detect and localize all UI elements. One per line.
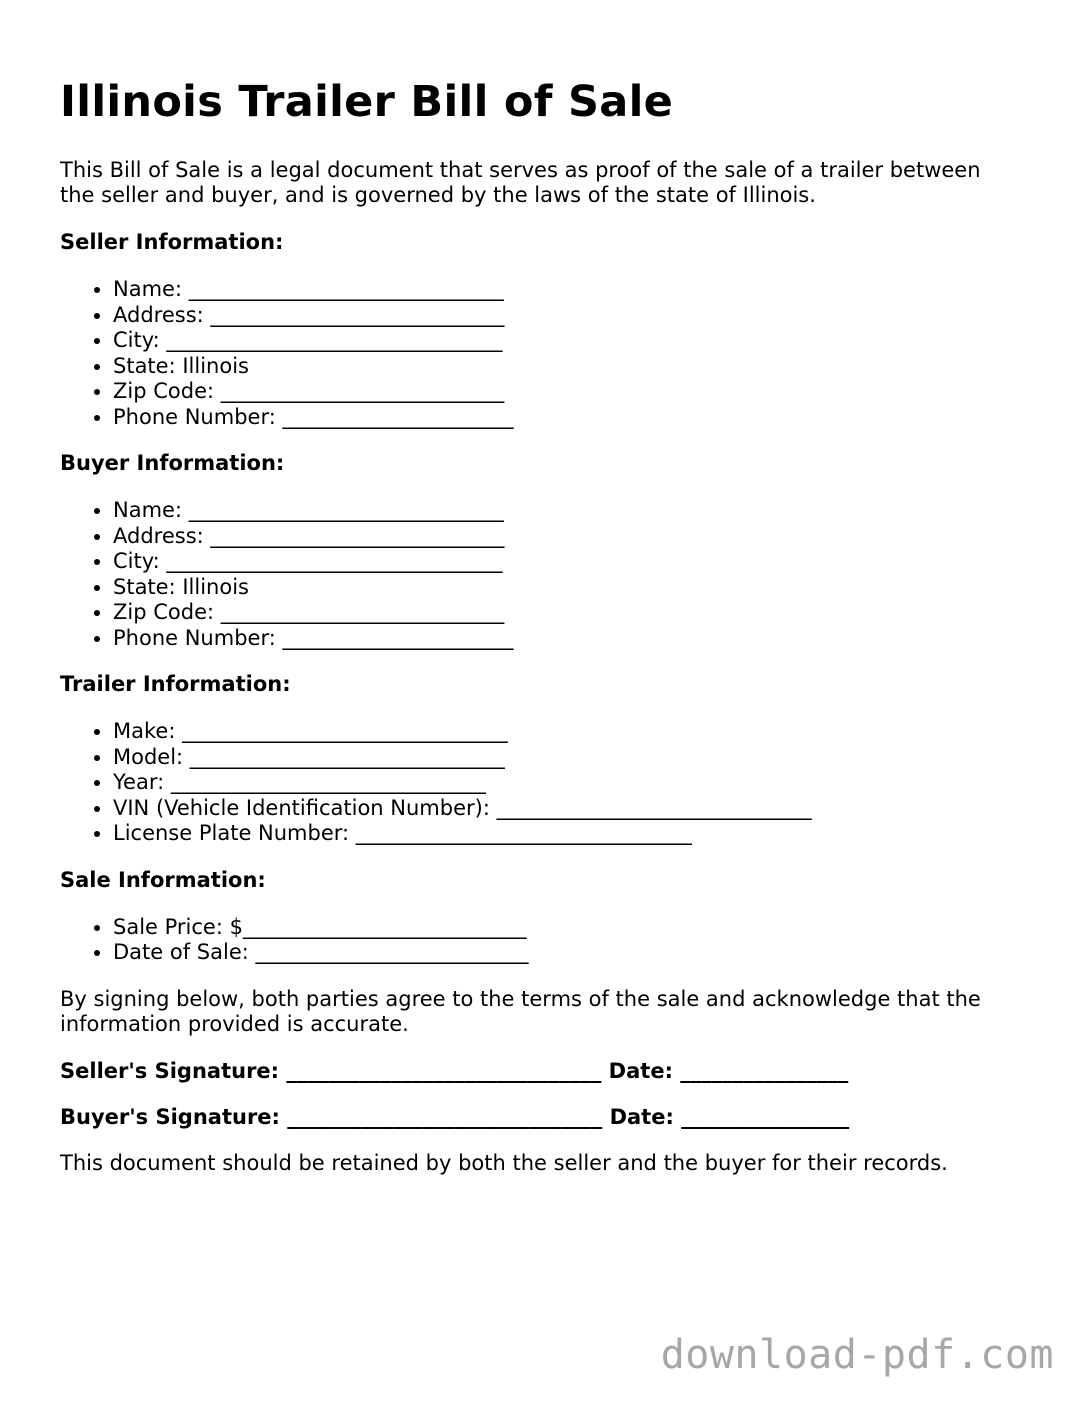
sale-date-field: • Date of Sale: __________________________ bbox=[113, 940, 1020, 966]
trailer-make-field: • Make: _______________________________ bbox=[113, 719, 1020, 745]
seller-phone-field: • Phone Number: ______________________ bbox=[113, 405, 1020, 431]
document-page bbox=[60, 76, 1020, 1176]
sale-price-field: • Sale Price: $___________________________ bbox=[113, 915, 1020, 941]
trailer-license-plate-field: • License Plate Number: ________________________________ bbox=[113, 821, 1020, 847]
seller-city-field: • City: ________________________________ bbox=[113, 328, 1020, 354]
seller-address-field: • Address: ____________________________ bbox=[113, 303, 1020, 329]
seller-zip-field: • Zip Code: ___________________________ bbox=[113, 379, 1020, 405]
buyer-name-field: • Name: ______________________________ bbox=[113, 498, 1020, 524]
trailer-vin-field: • VIN (Vehicle Identification Number): ______________________________ bbox=[113, 796, 1020, 822]
trailer-section-heading: Trailer Information: bbox=[60, 672, 291, 696]
trailer-year-field: • Year: ______________________________ bbox=[113, 770, 1020, 796]
closing-paragraph: This document should be retained by both the seller and the buyer for their records. bbox=[60, 1150, 948, 1175]
buyer-signature-line: Buyer's Signature: ______________________________ Date: ________________ bbox=[60, 1104, 850, 1129]
trailer-model-field: • Model: ______________________________ bbox=[113, 745, 1020, 771]
intro-paragraph: This Bill of Sale is a legal document that serves as proof of the sale of a trailer between the seller and buyer, and is governed by the laws of the state of Illinois. bbox=[60, 158, 981, 207]
buyer-city-field: • City: ________________________________ bbox=[113, 549, 1020, 575]
sale-section-heading: Sale Information: bbox=[60, 867, 266, 892]
seller-info-list bbox=[60, 277, 1020, 430]
buyer-phone-field: • Phone Number: ______________________ bbox=[113, 626, 1020, 652]
watermark: download-pdf.com bbox=[660, 1332, 1054, 1378]
document-title: Illinois Trailer Bill of Sale bbox=[60, 77, 674, 127]
buyer-section-heading: Buyer Information: bbox=[60, 451, 285, 475]
buyer-state-field: • State: Illinois bbox=[113, 575, 1020, 601]
agreement-paragraph: By signing below, both parties agree to the terms of the sale and acknowledge that the information provided is accurate. bbox=[60, 986, 981, 1036]
buyer-address-field: • Address: ____________________________ bbox=[113, 524, 1020, 550]
seller-section-heading: Seller Information: bbox=[60, 230, 284, 254]
buyer-zip-field: • Zip Code: ___________________________ bbox=[113, 600, 1020, 626]
seller-signature-line: Seller's Signature: ______________________________ Date: ________________ bbox=[60, 1058, 849, 1083]
trailer-info-list bbox=[60, 719, 1020, 847]
buyer-info-list bbox=[60, 498, 1020, 651]
seller-name-field: • Name: ______________________________ bbox=[113, 277, 1020, 303]
seller-state-field: • State: Illinois bbox=[113, 354, 1020, 380]
sale-info-list bbox=[60, 915, 1020, 966]
